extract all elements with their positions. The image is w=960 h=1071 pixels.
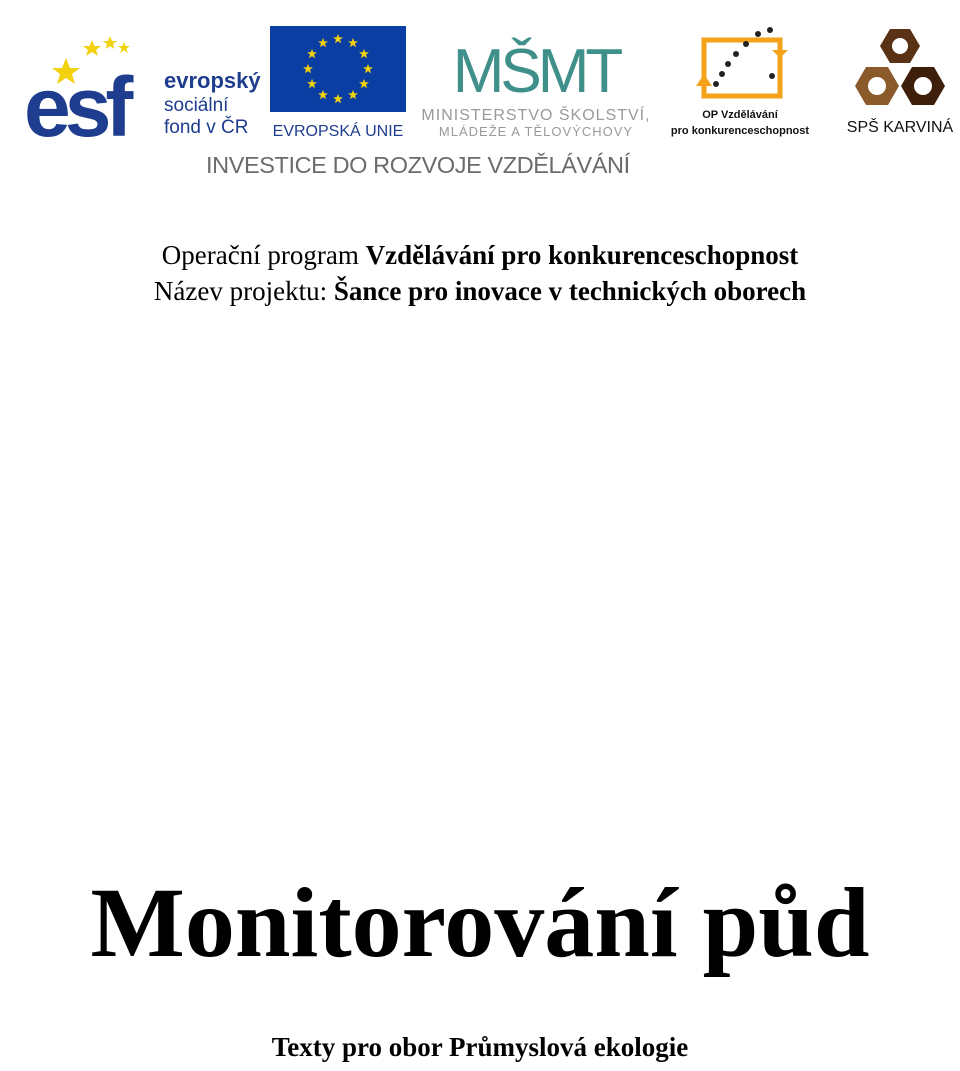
esf-logo: [22, 24, 262, 139]
op-vzdelavani-logo: [662, 22, 818, 140]
msmt-line-1: MINISTERSTVO ŠKOLSTVÍ,: [421, 107, 651, 124]
esf-line-3: fond v ČR: [164, 117, 249, 138]
msmt-mark-text: MŠMT: [452, 37, 620, 106]
program-name: Vzdělávání pro konkurenceschopnost: [365, 240, 799, 270]
esf-line-1: evropský: [164, 68, 261, 93]
msmt-logo: [414, 20, 658, 140]
op-line-1: OP Vzdělávání: [702, 109, 778, 121]
document-subtitle: Texty pro obor Průmyslová ekologie: [271, 1032, 689, 1062]
msmt-line-2: MLÁDEŽE A TĚLOVÝCHOVY: [438, 124, 634, 139]
document-title: Monitorování půd: [90, 867, 870, 978]
banner-tagline: INVESTICE DO ROZVOJE VZDĚLÁVÁNÍ: [206, 152, 630, 178]
op-frame-icon: [696, 27, 788, 96]
esf-line-2: sociální: [164, 95, 229, 116]
program-prefix: Operační program: [161, 240, 366, 270]
eu-flag-logo: [268, 24, 410, 139]
eu-caption: EVROPSKÁ UNIE: [272, 123, 404, 139]
project-name: Šance pro inovace v technických oborech: [333, 276, 807, 306]
sps-karvina-logo: [842, 22, 958, 140]
esf-mark-text: esf: [24, 60, 128, 139]
project-line: [0, 276, 960, 307]
logo-banner: [0, 0, 960, 195]
hex-nuts-icon: [855, 29, 945, 105]
op-line-2: pro konkurenceschopnost: [670, 125, 810, 137]
sps-caption: SPŠ KARVINÁ: [846, 119, 954, 136]
program-line: [0, 240, 960, 271]
project-prefix: Název projektu:: [153, 276, 334, 306]
